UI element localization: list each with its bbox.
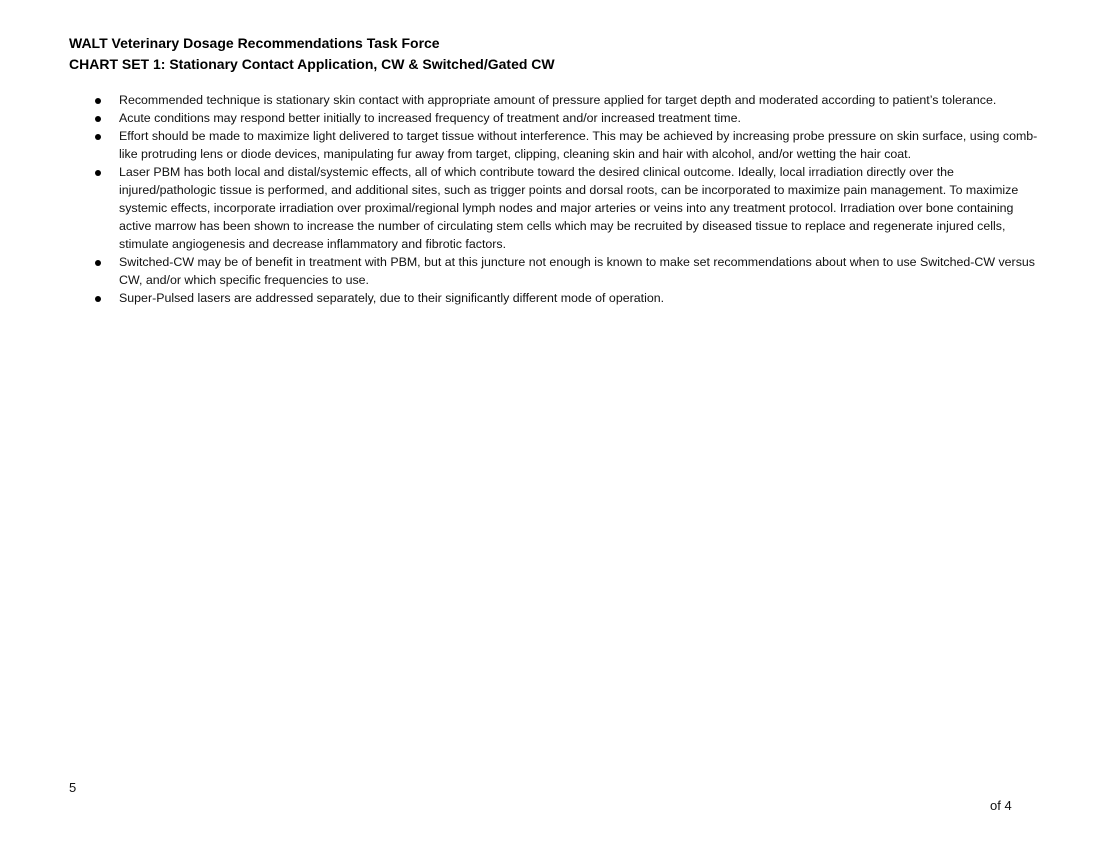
- bullet-icon: [95, 170, 101, 176]
- document-title: WALT Veterinary Dosage Recommendations Task Force: [69, 35, 440, 51]
- document-header: [69, 33, 555, 75]
- list-item-text: Super-Pulsed lasers are addressed separately, due to their significantly different mode of operation.: [119, 291, 665, 305]
- page-number: 5: [69, 780, 77, 795]
- list-item: [92, 91, 1042, 109]
- list-item-text: Recommended technique is stationary skin contact with appropriate amount of pressure applied for target depth and moderated according to patient’s tolerance.: [119, 93, 997, 107]
- bullet-icon: [95, 296, 101, 302]
- bullet-icon: [95, 98, 101, 104]
- list-item-text: Laser PBM has both local and distal/systemic effects, all of which contribute toward the desired clinical outcome. Ideally, local irradiation directly over the injured/pathologic tissue is performed, and additional sites, such as trigger points and dorsal roots, can be incorporated to maximize pain management. To maximize systemic effects, incorporate irradiation over proximal/regional lymph nodes and major arteries or veins into any treatment protocol. Irradiation over bone containing active marrow has been shown to increase the number of circulating stem cells which may be recruited by diseased tissue to replace and regenerate injured cells, stimulate angiogenesis and decrease inflammatory and fibrotic factors.: [119, 165, 1019, 251]
- list-item: [92, 109, 1042, 127]
- list-item-text: Acute conditions may respond better initially to increased frequency of treatment and/or increased treatment time.: [119, 111, 741, 125]
- bullet-icon: [95, 134, 101, 140]
- bullet-icon: [95, 116, 101, 122]
- document-subtitle: CHART SET 1: Stationary Contact Application, CW & Switched/Gated CW: [69, 56, 555, 72]
- list-item-text: Effort should be made to maximize light delivered to target tissue without interference. This may be achieved by increasing probe pressure on skin surface, using comb-like protruding lens or diode devices, manipulating fur away from target, clipping, cleaning skin and hair with alcohol, and/or wetting the hair coat.: [119, 129, 1038, 161]
- page-total: of 4: [990, 798, 1012, 813]
- list-item-text: Switched-CW may be of benefit in treatment with PBM, but at this juncture not enough is known to make set recommendations about when to use Switched-CW versus CW, and/or which specific frequencies to use.: [119, 255, 1035, 287]
- list-item: [92, 127, 1042, 163]
- list-item: [92, 163, 1042, 253]
- bullet-icon: [95, 260, 101, 266]
- list-item: [92, 289, 1042, 307]
- recommendations-list: [92, 91, 1042, 307]
- list-item: [92, 253, 1042, 289]
